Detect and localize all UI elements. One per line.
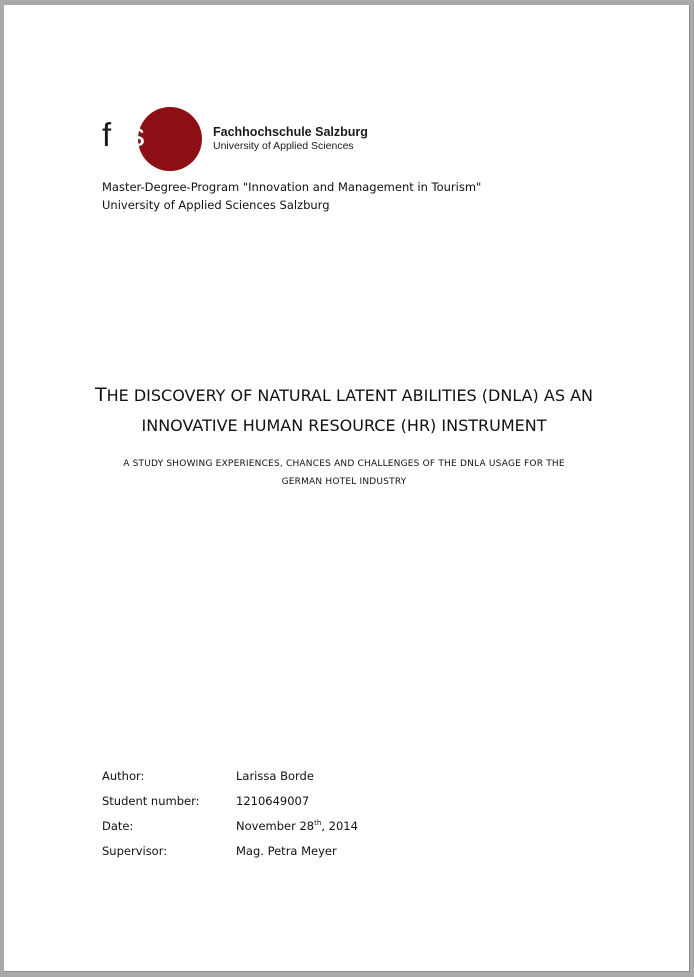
student-number-row (102, 794, 358, 819)
logo-circle (138, 107, 202, 171)
title-line-1: HE DISCOVERY OF NATURAL LATENT ABILITIES (DNLA) AS AN (106, 386, 593, 405)
fhs-logo (102, 103, 372, 173)
logo-subtitle: University of Applied Sciences (213, 140, 354, 152)
title-line-2: INNOVATIVE HUMAN RESOURCE (HR) INSTRUMENT (141, 416, 547, 435)
author-value: Larissa Borde (236, 769, 314, 783)
thesis-title (44, 380, 644, 441)
supervisor-value: Mag. Petra Meyer (236, 844, 337, 858)
author-label: Author: (102, 769, 145, 783)
student-number-label: Student number: (102, 794, 200, 808)
logo-name: Fachhochschule Salzburg (213, 125, 368, 139)
author-details (102, 769, 358, 869)
date-label: Date: (102, 819, 134, 833)
supervisor-label: Supervisor: (102, 844, 168, 858)
thesis-subtitle (64, 455, 624, 491)
university-name: University of Applied Sciences Salzburg (102, 198, 330, 212)
date-value (236, 819, 358, 844)
program-name: Master-Degree-Program "Innovation and Management in Tourism" (102, 180, 482, 194)
date-ordinal: th (314, 819, 322, 828)
subtitle-line-2: GERMAN HOTEL INDUSTRY (281, 477, 407, 487)
date-year: , 2014 (321, 819, 358, 833)
title-initial: T (95, 384, 107, 406)
supervisor-row (102, 844, 358, 869)
document-page (4, 5, 689, 971)
subtitle-line-1: A STUDY SHOWING EXPERIENCES, CHANCES AND CHALLENGES OF THE DNLA USAGE FOR THE (123, 459, 565, 469)
date-row (102, 819, 358, 844)
student-number-value: 1210649007 (236, 794, 310, 808)
program-info (102, 178, 481, 214)
date-main: November 28 (236, 819, 315, 833)
author-row (102, 769, 358, 794)
logo-mark: fhs (102, 116, 145, 153)
